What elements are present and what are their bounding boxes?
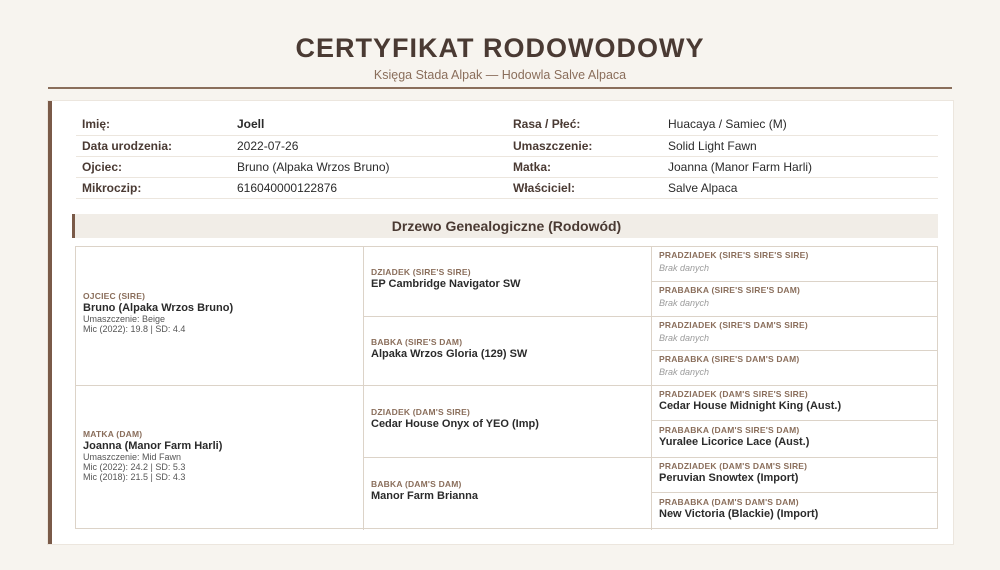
granddam-sire-side-name: Alpaka Wrzos Gloria (129) SW	[371, 348, 528, 360]
great-grandparent-cell	[652, 351, 938, 386]
grandsire-sire-side-label: DZIADEK (SIRE'S SIRE)	[371, 267, 471, 277]
sire-value: Bruno (Alpaka Wrzos Bruno)	[231, 156, 507, 177]
great-grandparent-cell	[652, 458, 938, 493]
info-row	[76, 114, 938, 135]
granddam-dam-side-cell	[364, 458, 652, 530]
dam-cell-mic-2018: Mic (2018): 21.5 | SD: 4.3	[83, 472, 186, 482]
granddam-dam-side-label: BABKA (DAM'S DAM)	[371, 479, 462, 489]
info-row	[76, 177, 938, 198]
pedigree-tree	[75, 246, 938, 529]
great-grandparent-cell	[652, 247, 938, 282]
certificate-header	[48, 0, 952, 89]
certificate-card	[48, 101, 953, 544]
name-label: Imię:	[76, 114, 231, 135]
great-grandparent-label: PRABABKA (SIRE'S DAM'S DAM)	[659, 354, 800, 364]
breed-label: Rasa / Płeć:	[507, 114, 662, 135]
pedigree-tree-title: Drzewo Genealogiczne (Rodowód)	[72, 214, 938, 238]
grandsire-dam-side-name: Cedar House Onyx of YEO (Imp)	[371, 418, 539, 430]
great-grandparent-label: PRABABKA (DAM'S DAM'S DAM)	[659, 497, 799, 507]
great-grandparent-cell	[652, 317, 938, 351]
sire-cell-color: Umaszczenie: Beige	[83, 314, 166, 324]
dam-cell	[76, 386, 364, 530]
great-grandparent-label: PRADZIADEK (SIRE'S SIRE'S SIRE)	[659, 250, 809, 260]
dam-cell-mic-2022: Mic (2022): 24.2 | SD: 5.3	[83, 462, 186, 472]
no-data-text: Brak danych	[659, 298, 710, 308]
dam-cell-color: Umaszczenie: Mid Fawn	[83, 452, 182, 462]
chip-value: 616040000122876	[231, 177, 507, 198]
great-grandparent-name: Cedar House Midnight King (Aust.)	[659, 400, 842, 412]
granddam-sire-side-label: BABKA (SIRE'S DAM)	[371, 337, 463, 347]
great-grandparent-label: PRABABKA (DAM'S SIRE'S DAM)	[659, 425, 800, 435]
grandsire-sire-side-cell	[364, 247, 652, 317]
granddam-sire-side-cell	[364, 317, 652, 386]
great-grandparent-name: Peruvian Snowtex (Import)	[659, 472, 799, 484]
no-data-text: Brak danych	[659, 367, 710, 377]
grandsire-dam-side-cell	[364, 386, 652, 458]
dam-cell-label: MATKA (DAM)	[83, 429, 143, 439]
chip-label: Mikroczip:	[76, 177, 231, 198]
animal-info-table	[76, 114, 938, 199]
owner-label: Właściciel:	[507, 177, 662, 198]
page-subtitle: Księga Stada Alpak — Hodowla Salve Alpaca	[373, 68, 627, 82]
dob-value: 2022-07-26	[231, 135, 507, 156]
sire-cell-mic: Mic (2022): 19.8 | SD: 4.4	[83, 324, 186, 334]
info-row	[76, 156, 938, 177]
breed-value: Huacaya / Samiec (M)	[662, 114, 938, 135]
no-data-text: Brak danych	[659, 263, 710, 273]
color-label: Umaszczenie:	[507, 135, 662, 156]
dob-label: Data urodzenia:	[76, 135, 231, 156]
dam-label: Matka:	[507, 156, 662, 177]
great-grandparent-cell	[652, 421, 938, 458]
great-grandparent-cell	[652, 386, 938, 421]
sire-cell	[76, 247, 364, 386]
page-title: CERTYFIKAT RODOWODOWY	[295, 33, 705, 63]
great-grandparent-label: PRADZIADEK (SIRE'S DAM'S SIRE)	[659, 320, 808, 330]
great-grandparent-cell	[652, 493, 938, 530]
great-grandparent-label: PRABABKA (SIRE'S SIRE'S DAM)	[659, 285, 801, 295]
great-grandparent-name: Yuralee Licorice Lace (Aust.)	[659, 436, 810, 448]
color-value: Solid Light Fawn	[662, 135, 938, 156]
great-grandparent-label: PRADZIADEK (DAM'S SIRE'S SIRE)	[659, 389, 808, 399]
grandsire-sire-side-name: EP Cambridge Navigator SW	[371, 278, 521, 290]
sire-cell-name: Bruno (Alpaka Wrzos Bruno)	[83, 302, 234, 314]
great-grandparent-label: PRADZIADEK (DAM'S DAM'S SIRE)	[659, 461, 808, 471]
sire-label: Ojciec:	[76, 156, 231, 177]
great-grandparent-name: New Victoria (Blackie) (Import)	[659, 508, 819, 520]
grandsire-dam-side-label: DZIADEK (DAM'S SIRE)	[371, 407, 471, 417]
sire-cell-label: OJCIEC (SIRE)	[83, 291, 146, 301]
name-value: Joell	[231, 114, 507, 135]
dam-value: Joanna (Manor Farm Harli)	[662, 156, 938, 177]
no-data-text: Brak danych	[659, 333, 710, 343]
owner-value: Salve Alpaca	[662, 177, 938, 198]
info-row	[76, 135, 938, 156]
granddam-dam-side-name: Manor Farm Brianna	[371, 490, 478, 502]
great-grandparent-cell	[652, 282, 938, 317]
dam-cell-name: Joanna (Manor Farm Harli)	[83, 440, 223, 452]
